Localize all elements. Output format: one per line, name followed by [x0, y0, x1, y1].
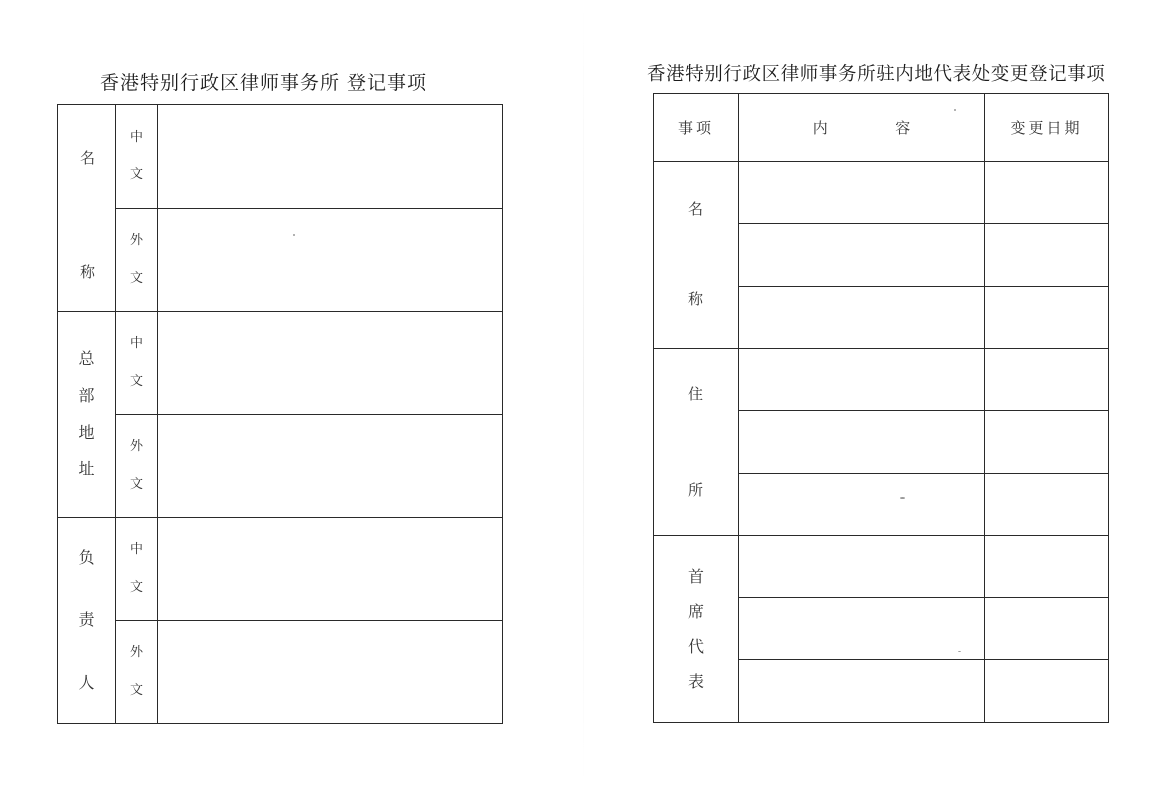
r-chief-content-3[interactable] — [739, 660, 985, 723]
hq-zh-input[interactable] — [158, 312, 503, 415]
hq-zh-label: 中文 — [130, 336, 144, 389]
right-page-title: 香港特别行政区律师事务所驻内地代表处变更登记事项 — [647, 64, 1106, 85]
hq-foreign-label-cell — [116, 415, 158, 518]
header-change-date — [985, 94, 1109, 162]
principal-zh-label: 中文 — [130, 542, 144, 595]
change-registration-table — [653, 93, 1109, 723]
r-chief-content-2[interactable] — [739, 598, 985, 660]
header-item — [654, 94, 739, 162]
r-address-date-3[interactable] — [985, 473, 1109, 535]
principal-zh-label-cell — [116, 518, 158, 621]
hq-foreign-input[interactable] — [158, 415, 503, 518]
hq-foreign-label: 外文 — [130, 439, 144, 492]
hq-address-label-cell — [58, 312, 116, 518]
r-name-label-cell — [654, 162, 739, 349]
r-name-label-bottom: 称 — [688, 290, 704, 308]
header-item-text: 事项 — [677, 119, 714, 137]
left-page-title: 香港特别行政区律师事务所 登记事项 — [100, 72, 428, 94]
name-label-cell — [58, 105, 116, 312]
principal-foreign-label-cell — [116, 621, 158, 724]
r-address-date-1[interactable] — [985, 349, 1109, 411]
principal-label: 负责人 — [78, 547, 95, 692]
r-chief-content-1[interactable] — [739, 536, 985, 598]
header-date-text: 变更日期 — [1010, 119, 1083, 137]
principal-foreign-label: 外文 — [130, 645, 144, 698]
name-label-bottom: 称 — [80, 263, 96, 281]
r-name-content-1[interactable] — [739, 162, 985, 224]
name-zh-input[interactable] — [158, 105, 503, 209]
r-address-label-bottom: 所 — [688, 481, 704, 499]
r-address-date-2[interactable] — [985, 411, 1109, 473]
r-address-label-top: 住 — [688, 385, 704, 403]
r-name-label-top: 名 — [688, 200, 704, 218]
name-foreign-label-cell — [116, 208, 158, 312]
registration-table — [57, 104, 503, 724]
name-zh-label-cell — [116, 105, 158, 209]
header-content-left: 内 — [812, 119, 828, 137]
r-chief-date-1[interactable] — [985, 536, 1109, 598]
name-label-top: 名 — [80, 149, 96, 167]
header-content-right: 容 — [895, 119, 911, 137]
r-address-content-3[interactable] — [739, 473, 985, 535]
name-foreign-input[interactable] — [158, 208, 503, 312]
name-foreign-label: 外文 — [130, 233, 144, 286]
r-chief-date-3[interactable] — [985, 660, 1109, 723]
r-name-content-2[interactable] — [739, 224, 985, 286]
r-chief-date-2[interactable] — [985, 598, 1109, 660]
r-address-content-2[interactable] — [739, 411, 985, 473]
name-zh-label: 中文 — [130, 129, 144, 183]
r-address-content-1[interactable] — [739, 349, 985, 411]
r-name-date-2[interactable] — [985, 224, 1109, 286]
header-content — [739, 94, 985, 162]
r-name-date-3[interactable] — [985, 286, 1109, 348]
r-chief-rep-label: 首席代表 — [688, 566, 705, 692]
principal-zh-input[interactable] — [158, 518, 503, 621]
principal-label-cell — [58, 518, 116, 724]
r-chief-rep-label-cell — [654, 536, 739, 723]
hq-zh-label-cell — [116, 312, 158, 415]
page-fold — [583, 0, 584, 789]
r-name-date-1[interactable] — [985, 162, 1109, 224]
principal-foreign-input[interactable] — [158, 621, 503, 724]
hq-address-label: 总部地址 — [78, 348, 95, 479]
r-address-label-cell — [654, 349, 739, 536]
r-name-content-3[interactable] — [739, 286, 985, 348]
